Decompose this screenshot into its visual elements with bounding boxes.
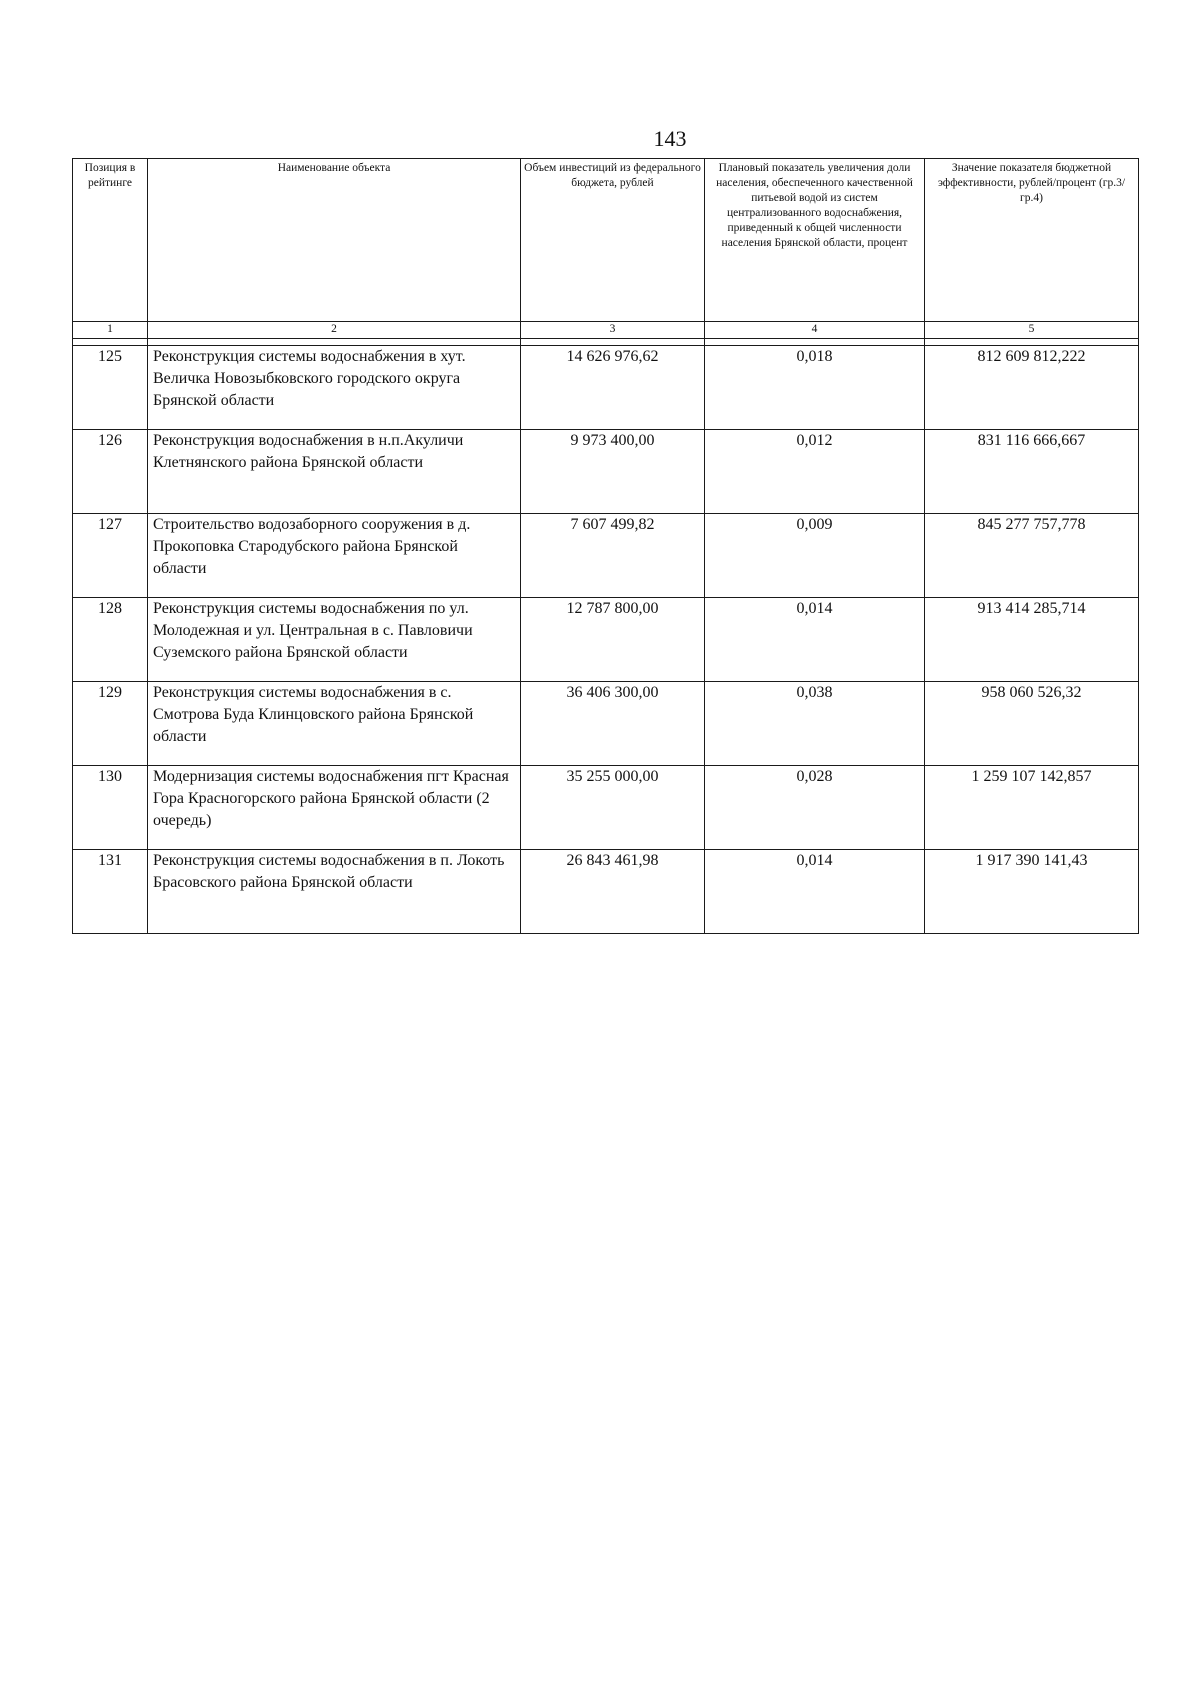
row-indicator: 0,038 xyxy=(705,682,925,766)
row-efficiency: 913 414 285,714 xyxy=(925,598,1139,682)
row-position: 127 xyxy=(73,514,148,598)
row-indicator: 0,012 xyxy=(705,430,925,514)
row-object-name: Модернизация системы водоснабжения пгт Красная Гора Красногорского района Брянской области (2 очередь) xyxy=(148,766,521,850)
row-position: 130 xyxy=(73,766,148,850)
row-efficiency: 1 259 107 142,857 xyxy=(925,766,1139,850)
row-object-name: Реконструкция системы водоснабжения в хут. Величка Новозыбковского городского округа Брянской области xyxy=(148,346,521,430)
row-efficiency: 831 116 666,667 xyxy=(925,430,1139,514)
row-position: 129 xyxy=(73,682,148,766)
column-number: 1 xyxy=(73,322,148,339)
header-planned-indicator: Плановый показатель увеличения доли населения, обеспеченного качественной питьевой водой из систем централизованного водоснабжения, приведенный к общей численности населения Брянской области, процент xyxy=(705,159,925,322)
row-efficiency: 1 917 390 141,43 xyxy=(925,850,1139,934)
row-investment: 36 406 300,00 xyxy=(521,682,705,766)
row-position: 128 xyxy=(73,598,148,682)
table-row xyxy=(73,514,1139,598)
header-position: Позиция в рейтинге xyxy=(73,159,148,322)
column-number: 4 xyxy=(705,322,925,339)
row-object-name: Реконструкция системы водоснабжения в с. Смотрова Буда Клинцовского района Брянской области xyxy=(148,682,521,766)
row-position: 131 xyxy=(73,850,148,934)
header-investment: Объем инвестиций из федерального бюджета, рублей xyxy=(521,159,705,322)
column-number: 2 xyxy=(148,322,521,339)
table-header-row xyxy=(73,159,1139,322)
row-efficiency: 958 060 526,32 xyxy=(925,682,1139,766)
row-object-name: Реконструкция системы водоснабжения в п. Локоть Брасовского района Брянской области xyxy=(148,850,521,934)
column-number: 5 xyxy=(925,322,1139,339)
row-position: 125 xyxy=(73,346,148,430)
row-investment: 35 255 000,00 xyxy=(521,766,705,850)
budget-efficiency-table xyxy=(72,158,1139,934)
row-object-name: Реконструкция системы водоснабжения по ул. Молодежная и ул. Центральная в с. Павловичи Суземского района Брянской области xyxy=(148,598,521,682)
row-position: 126 xyxy=(73,430,148,514)
table-row xyxy=(73,850,1139,934)
table-row xyxy=(73,598,1139,682)
row-investment: 26 843 461,98 xyxy=(521,850,705,934)
row-indicator: 0,014 xyxy=(705,598,925,682)
spacer-row xyxy=(73,339,1139,346)
table-row xyxy=(73,430,1139,514)
table-row xyxy=(73,682,1139,766)
column-number-row xyxy=(73,322,1139,339)
row-investment: 7 607 499,82 xyxy=(521,514,705,598)
row-indicator: 0,009 xyxy=(705,514,925,598)
row-object-name: Строительство водозаборного сооружения в д. Прокоповка Стародубского района Брянской области xyxy=(148,514,521,598)
row-object-name: Реконструкция водоснабжения в н.п.Акуличи Клетнянского района Брянской области xyxy=(148,430,521,514)
row-indicator: 0,018 xyxy=(705,346,925,430)
page-number: 143 xyxy=(653,126,687,151)
row-indicator: 0,028 xyxy=(705,766,925,850)
row-indicator: 0,014 xyxy=(705,850,925,934)
header-object-name: Наименование объекта xyxy=(148,159,521,322)
row-investment: 14 626 976,62 xyxy=(521,346,705,430)
header-efficiency: Значение показателя бюджетной эффективности, рублей/процент (гр.3/гр.4) xyxy=(925,159,1139,322)
column-number: 3 xyxy=(521,322,705,339)
table-row xyxy=(73,346,1139,430)
row-efficiency: 812 609 812,222 xyxy=(925,346,1139,430)
row-investment: 12 787 800,00 xyxy=(521,598,705,682)
row-investment: 9 973 400,00 xyxy=(521,430,705,514)
row-efficiency: 845 277 757,778 xyxy=(925,514,1139,598)
table-row xyxy=(73,766,1139,850)
